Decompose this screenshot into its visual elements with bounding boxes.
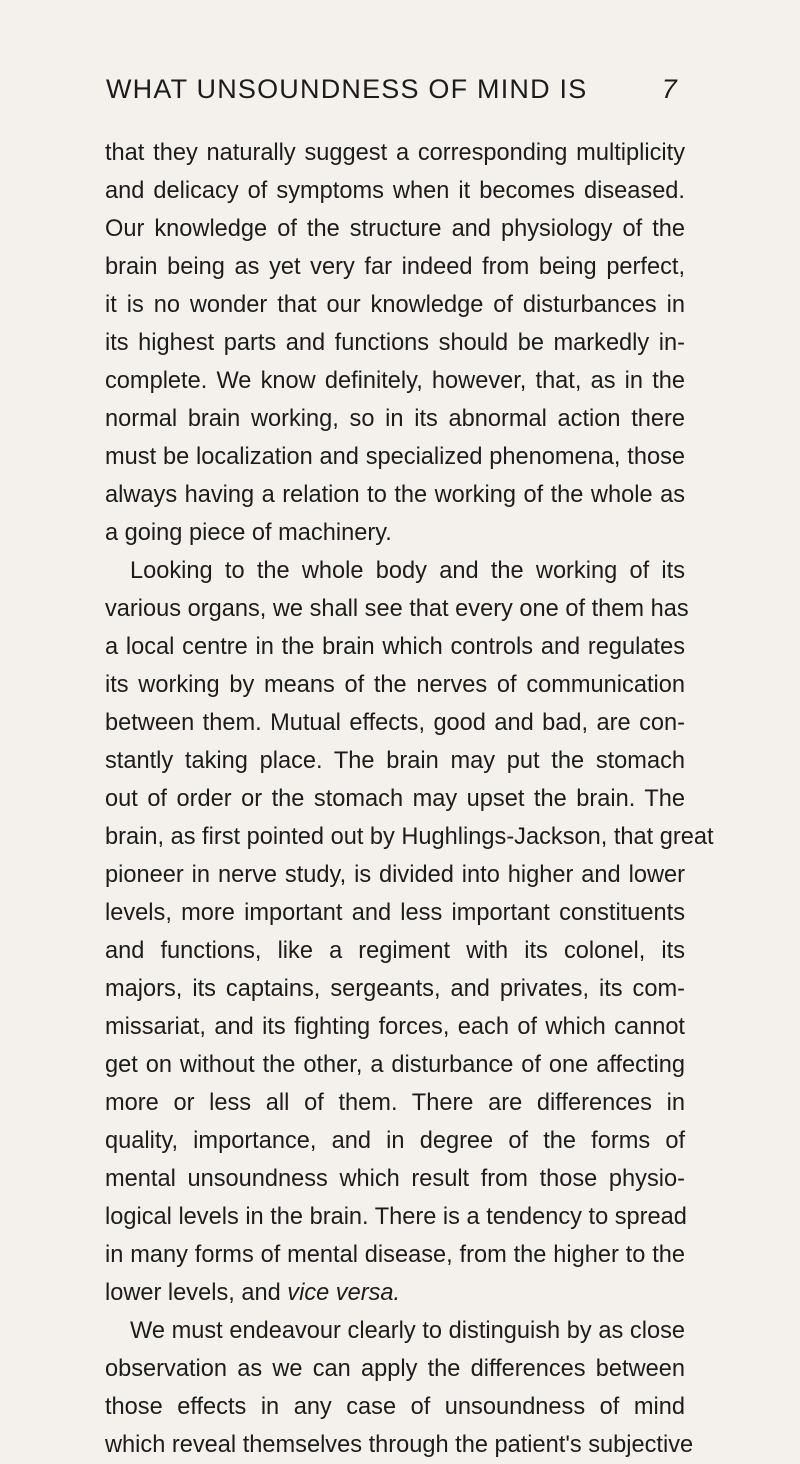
text-line: mental unsoundness which result from those physio- [105, 1166, 685, 1192]
text-line: levels, more important and less important constituents [105, 900, 685, 926]
text-line: majors, its captains, sergeants, and privates, its com- [105, 976, 685, 1002]
text-line: complete. We know definitely, however, that, as in the [105, 368, 685, 394]
text-line: normal brain working, so in its abnormal action there [105, 406, 685, 432]
text-line: those effects in any case of unsoundness of mind [105, 1394, 685, 1420]
text-line: which reveal themselves through the patient's subjective [105, 1432, 694, 1458]
text-line: and functions, like a regiment with its colonel, its [105, 938, 685, 964]
text-line: get on without the other, a disturbance of one affecting [105, 1052, 685, 1078]
text-line: between them. Mutual effects, good and bad, are con- [105, 710, 685, 736]
text-line: that they naturally suggest a corresponding multiplicity [105, 140, 685, 166]
text-line: out of order or the stomach may upset the brain. The [105, 786, 685, 812]
text-line: a going piece of machinery. [105, 520, 392, 546]
paragraph-start-line: Looking to the whole body and the working of its [130, 558, 685, 584]
text-line: missariat, and its fighting forces, each of which cannot [105, 1014, 685, 1040]
text-line: must be localization and specialized phenomena, those [105, 444, 685, 470]
text-line: brain, as first pointed out by Hughlings-Jackson, that great [105, 824, 714, 850]
text-line: its working by means of the nerves of communication [105, 672, 685, 698]
text-line: more or less all of them. There are differences in [105, 1090, 685, 1116]
running-head [106, 74, 678, 110]
text-line: its highest parts and functions should be markedly in- [105, 330, 685, 356]
text-line-with-italic [105, 1274, 685, 1312]
text-line: and delicacy of symptoms when it becomes diseased. [105, 178, 685, 204]
page-number: 7 [661, 74, 678, 104]
text-line: a local centre in the brain which controls and regulates [105, 634, 685, 660]
text-segment: lower levels, and [105, 1280, 281, 1306]
text-line: brain being as yet very far indeed from being perfect, [105, 254, 685, 280]
text-line: Our knowledge of the structure and physiology of the [105, 216, 685, 242]
text-line: pioneer in nerve study, is divided into higher and lower [105, 862, 685, 888]
running-head-title: WHAT UNSOUNDNESS OF MIND IS [106, 74, 588, 104]
paragraph-start-line: We must endeavour clearly to distinguish by as close [130, 1318, 685, 1344]
text-line: observation as we can apply the differences between [105, 1356, 685, 1382]
text-line: various organs, we shall see that every one of them has [105, 596, 689, 622]
text-line: quality, importance, and in degree of the forms of [105, 1128, 685, 1154]
text-line: it is no wonder that our knowledge of disturbances in [105, 292, 685, 318]
italic-phrase: vice versa. [287, 1280, 401, 1306]
text-line: in many forms of mental disease, from the higher to the [105, 1242, 685, 1268]
text-line: logical levels in the brain. There is a tendency to spread [105, 1204, 687, 1230]
text-line: stantly taking place. The brain may put the stomach [105, 748, 685, 774]
text-line: always having a relation to the working of the whole as [105, 482, 685, 508]
